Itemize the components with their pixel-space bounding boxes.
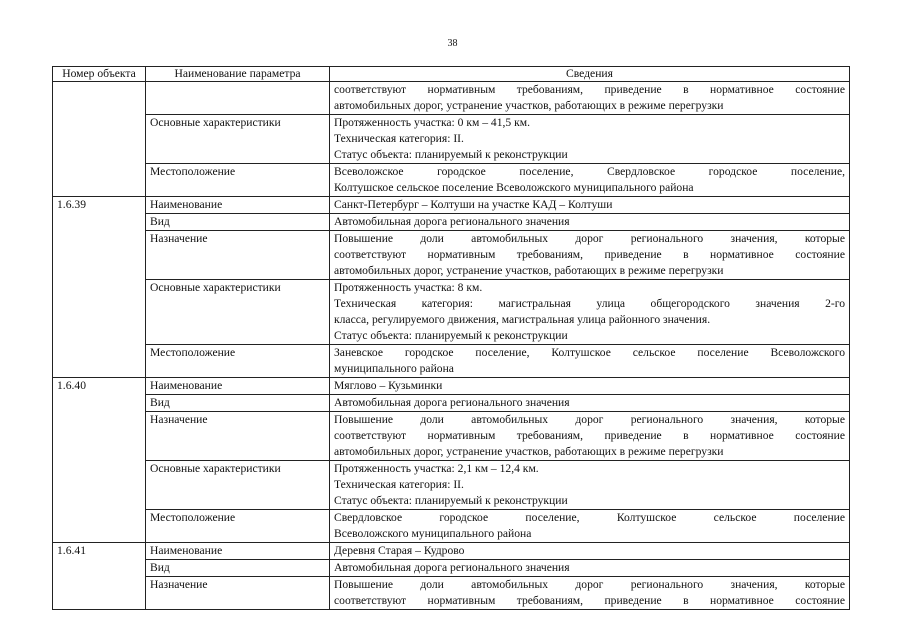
table-row — [53, 231, 850, 280]
object-number-cell: 1.6.39 — [53, 197, 146, 378]
header-parameter-name: Наименование параметра — [146, 67, 330, 82]
parameter-label: Вид — [146, 560, 330, 577]
table-row — [53, 280, 850, 345]
table-row — [53, 577, 850, 610]
location-cell: Свердловское городское поселение, Колтушское сельское поселение Всеволожского муниципального района — [330, 510, 850, 543]
table-row — [53, 82, 850, 115]
table-row — [53, 510, 850, 543]
page-number: 38 — [447, 38, 458, 49]
table-row — [53, 461, 850, 510]
parameter-label: Вид — [146, 214, 330, 231]
characteristics-cell: Протяженность участка: 2,1 км – 12,4 км. Техническая категория: II. Статус объекта: планируемый к реконструкции — [330, 461, 850, 510]
purpose-cell: Повышение доли автомобильных дорог регионального значения, которые соответствуют нормативным требованиям, приведение в нормативное состояние — [330, 577, 850, 610]
parameter-label: Наименование — [146, 197, 330, 214]
parameter-label: Назначение — [146, 231, 330, 280]
parameter-label: Местоположение — [146, 164, 330, 197]
objects-table — [52, 66, 850, 610]
object-name-value: Санкт-Петербург – Колтуши на участке КАД – Колтуши — [330, 197, 850, 214]
purpose-continuation-cell: соответствуют нормативным требованиям, приведение в нормативное состояние автомобильных дорог, устранение участков, работающих в режиме перегрузки — [330, 82, 850, 115]
table-row — [53, 214, 850, 231]
table-row — [53, 115, 850, 164]
parameter-label: Местоположение — [146, 510, 330, 543]
parameter-label: Наименование — [146, 543, 330, 560]
parameter-cell-empty — [146, 82, 330, 115]
table-row — [53, 412, 850, 461]
parameter-label: Назначение — [146, 577, 330, 610]
parameter-label: Основные характеристики — [146, 280, 330, 345]
table-header-row — [53, 67, 850, 82]
object-name-value: Деревня Старая – Кудрово — [330, 543, 850, 560]
parameter-label: Назначение — [146, 412, 330, 461]
object-type-value: Автомобильная дорога регионального значения — [330, 560, 850, 577]
characteristics-cell: Протяженность участка: 0 км – 41,5 км. Техническая категория: II. Статус объекта: планируемый к реконструкции — [330, 115, 850, 164]
object-name-value: Мяглово – Кузьминки — [330, 378, 850, 395]
characteristics-cell: Протяженность участка: 8 км. Техническая категория: магистральная улица общегородского значения 2-го класса, регулируемого движения, магистральная улица районного значения. Статус объекта: планируемый к реконструкции — [330, 280, 850, 345]
table-row — [53, 395, 850, 412]
parameter-label: Основные характеристики — [146, 461, 330, 510]
table-row — [53, 543, 850, 560]
parameter-label: Местоположение — [146, 345, 330, 378]
purpose-cell: Повышение доли автомобильных дорог регионального значения, которые соответствуют нормативным требованиям, приведение в нормативное состояние автомобильных дорог, устранение участков, работающих в режиме перегрузки — [330, 231, 850, 280]
location-cell: Всеволожское городское поселение, Свердловское городское поселение, Колтушское сельское поселение Всеволожского муниципального района — [330, 164, 850, 197]
header-details: Сведения — [330, 67, 850, 82]
object-number-cell: 1.6.40 — [53, 378, 146, 543]
parameter-label: Наименование — [146, 378, 330, 395]
table-row — [53, 197, 850, 214]
object-number-cell: 1.6.41 — [53, 543, 146, 610]
table-row — [53, 345, 850, 378]
table-row — [53, 164, 850, 197]
header-object-number: Номер объекта — [53, 67, 146, 82]
table-row — [53, 560, 850, 577]
location-cell: Заневское городское поселение, Колтушское сельское поселение Всеволожского муниципального района — [330, 345, 850, 378]
parameter-label: Вид — [146, 395, 330, 412]
parameter-label: Основные характеристики — [146, 115, 330, 164]
object-number-cell-continued — [53, 82, 146, 197]
purpose-cell: Повышение доли автомобильных дорог регионального значения, которые соответствуют нормативным требованиям, приведение в нормативное состояние автомобильных дорог, устранение участков, работающих в режиме перегрузки — [330, 412, 850, 461]
table-row — [53, 378, 850, 395]
object-type-value: Автомобильная дорога регионального значения — [330, 214, 850, 231]
object-type-value: Автомобильная дорога регионального значения — [330, 395, 850, 412]
